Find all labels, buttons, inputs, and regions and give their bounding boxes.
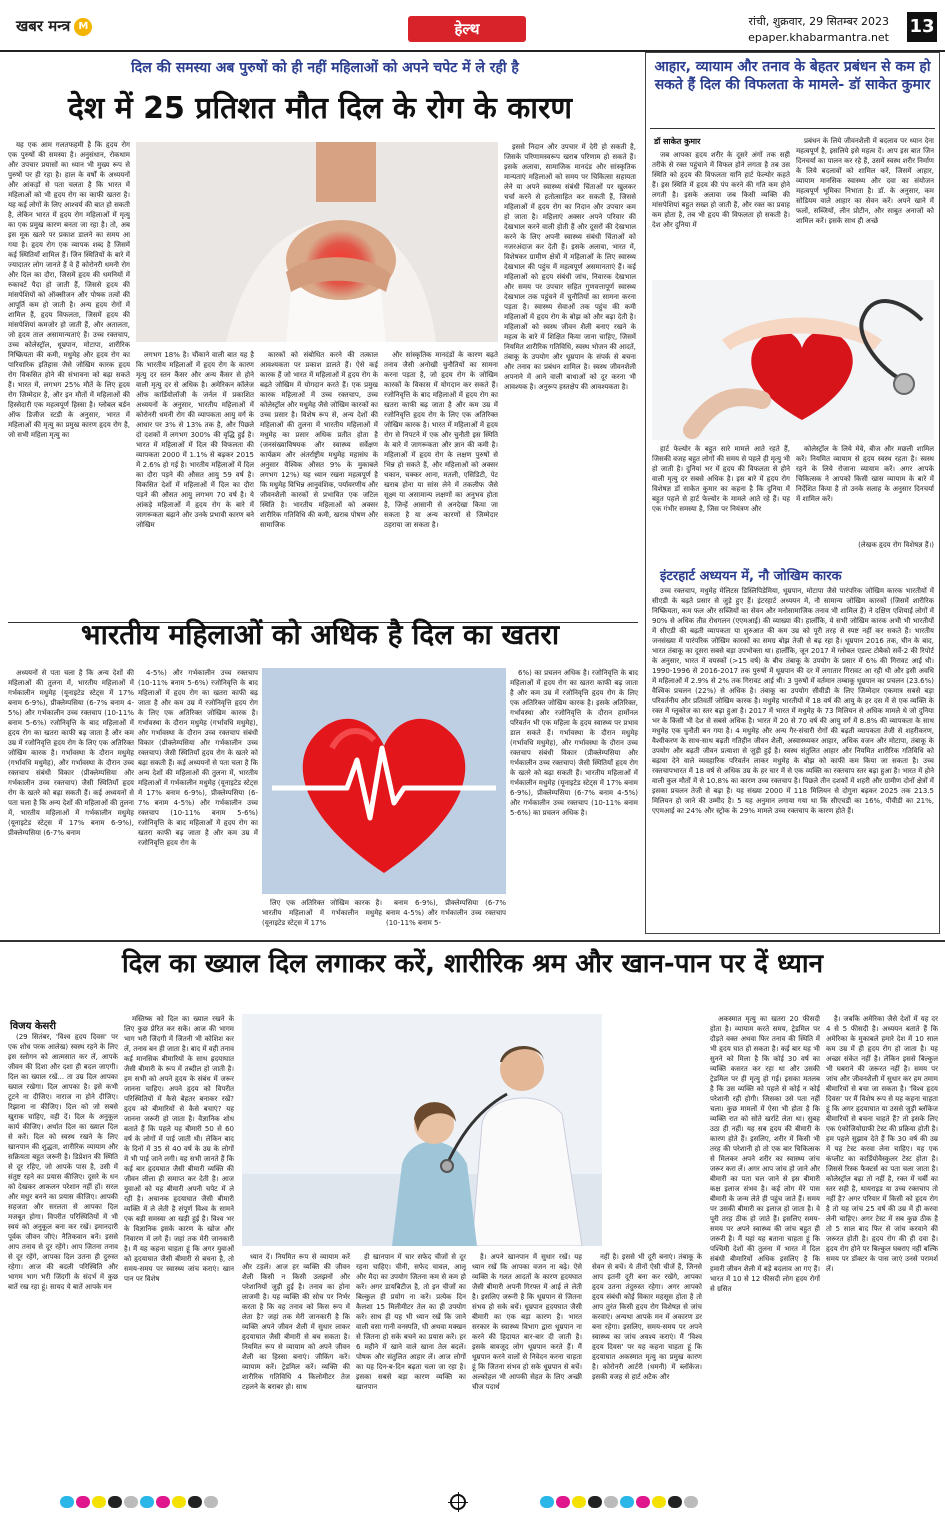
story1-headline: देश में 25 प्रतिशत मौत दिल के रोग के कारण <box>67 91 573 126</box>
story1-column <box>504 142 636 620</box>
sidebar-column <box>652 150 790 276</box>
sidebar-body <box>652 586 934 930</box>
story1-col4-text: और सांस्कृतिक मानदंडों के कारण बढ़ते तनाव जैसी अनोखी चुनौतियों का सामना करना पड़ता है, जो हृदय रोग के जोखिम कारकों के विकास में योगदान कर सकते हैं। रजोनिवृत्ति के बाद महिलाओं में हृदय रोग का खतरा काफी बढ़ जाता है और कम उम्र में रजोनिवृत्ति हृदय रोग के लिए एक अतिरिक्त जोखिम कारक है। भारत में महिलाओं में हृदय रोग से निपटने में एक और चुनौती इस स्थिति के बारे में जागरूकता और ज्ञान की कमी है। महिलाओं में हृदय रोग के लक्षण पुरुषों से भिन्न हो सकते हैं, और महिलाओं को अक्सर थकान, चक्कर आना, मतली, एसिडिटी, पेट खराब होना या सांस लेने में तकलीफ जैसे सूक्ष्म या असामान्य लक्षणों का अनुभव होता है, जिन्हें आसानी से अनदेखा किया जा सकता है या अन्य कारणों से जिम्मेदार ठहराया जा सकता है। <box>384 351 498 529</box>
story1-column <box>384 350 498 620</box>
sidebar-headline: आहार, व्यायाम और तनाव के बेहतर प्रबंधन से कम हो सकते हैं दिल की विफलता के मामले- डॉ साकेत कुमार <box>654 59 931 93</box>
story3-column <box>472 1252 582 1482</box>
story2-col1-text: अध्ययनों से पता चला है कि अन्य देशों की महिलाओं की तुलना में, भारतीय महिलाओं में गर्भकालीन मधुमेह (यूनाइटेड स्टेट्स में 17% बनाम 6-9%), प्रीक्लेम्पसिया (6-7% बनाम 4-5%) और गर्भकालीन उच्च रक्तचाप (10-11% बनाम 5-6%) रजोनिवृत्ति के बाद महिलाओं में हृदय रोग का खतरा काफी बढ़ जाता है और कम उम्र में रजोनिवृत्ति हृदय रोग के लिए एक अतिरिक्त जोखिम कारक है। गर्भावस्था के दौरान मधुमेह (गर्भावधि मधुमेह), और गर्भावस्था के दौरान उच्च रक्तचाप संबंधी विकार (प्रीक्लेम्पसिया और गर्भकालीन उच्च रक्तचाप) जैसी स्थितियाँ हृदय रोग के खतरे को बढ़ा सकती हैं। कई अध्ययनों से पता चला है कि अन्य देशों की महिलाओं की तुलना में, भारतीय महिलाओं में गर्भकालीन मधुमेह (यूनाइटेड स्टेट्स में 17% बनाम 6-9%), प्रीक्लेम्पसिया (6-7% बनाम <box>8 669 134 837</box>
story1-col5-text: इससे निदान और उपचार में देरी हो सकती है, जिसके परिणामस्वरूप खराब परिणाम हो सकते हैं। इसके अलावा, सामाजिक मानदंड और सांस्कृतिक मान्यताएं महिलाओं को समय पर चिकित्सा सहायता लेने या अपने स्वास्थ्य संबंधी चिंताओं पर खुलकर चर्चा करने से हतोत्साहित कर सकती हैं, जिससे महिलाओं में हृदय रोग का निदान और उपचार कम हो जाता है। महिलाएं अक्सर अपने परिवार की देखभाल करने वाली होती हैं और दूसरों की देखभाल करने के लिए अपनी स्वास्थ्य संबंधी चिंताओं को नजरअंदाज कर देती हैं। इसके अलावा, भारत में, विशेषकर ग्रामीण क्षेत्रों में महिलाओं के लिए स्वास्थ्य देखभाल की पहुंच में महत्वपूर्ण असमानताएं हैं। कई महिलाओं को हृदय संबंधी जांच, निवारक देखभाल और समय पर उपचार सहित गुणवत्तापूर्ण स्वास्थ्य देखभाल तक पहुंचने में चुनौतियों का सामना करना पड़ता है। स्वास्थ्य सेवाओं तक पहुंच की कमी महिलाओं में हृदय रोग के बोझ को और बढ़ा देती है। महिलाओं को स्वस्थ जीवन शैली बनाए रखने के महत्व के बारे में शिक्षित किया जाना चाहिए, जिसमें नियमित शारीरिक गतिविधि, स्वस्थ भोजन की आदतें, तंबाकू के उपयोग और धूम्रपान के संपर्क से बचना और तनाव का प्रबंधन शामिल है। स्वस्थ जीवनशैली अपनाने में आने वाली बाधाओं को दूर करना भी आवश्यक है। अनुरूप हस्तक्षेप की आवश्यकता है। <box>504 143 636 391</box>
chest-pain-photo <box>136 142 498 342</box>
sidebar-col1-text: जब आपका हृदय शरीर के दूसरे अंगों तक सही तरीके से रक्त पहुंचाने में विफल होने लगता है तब उस स्थिति को हृदय की विफलता यानि हार्ट फेल्योर कहते हैं। इस स्थिति में हृदय की पंप करने की गति कम होने लगती है। इसके अलावा जब किसी व्यक्ति की मांसपेशियां बहुत सख्त हो जाती हैं, और रक्त का प्रवाह कम होता है, तब भी हृदय की विफलता हो सकती है। देश और दुनिया में <box>652 151 790 229</box>
story2-column <box>510 668 638 930</box>
registration-mark-icon <box>450 1494 466 1510</box>
divider <box>650 128 935 129</box>
story2-column <box>262 898 382 930</box>
story1-col1-text: यह एक आम गलतफहमी है कि हृदय रोग एक पुरुषों की समस्या है। अनुसंधान, रोकथाम और उपचार प्रयासों का ध्यान भी मुख्य रूप से पुरुषों पर ही रहा है। हाल के वर्षों के अध्ययनों और आंकड़ों से पता चलता है कि भारत में महिलाओं को भी हृदय रोग का काफी खतरा है। यह कई लोगों के लिए आश्चर्य की बात हो सकती है, लेकिन भारत में हृदय रोग महिलाओं में मृत्यु का एक प्रमुख कारण बनता जा रहा है। तो, अब इस मूक खतरे पर प्रकाश डालने का समय आ गया है। हृदय रोग एक व्यापक शब्द है जिसमें कई स्थितियाँ शामिल हैं। जिन स्थितियों के बारे में ज्यादातर लोग जानते हैं वे हैं कोरोनरी धमनी रोग और दिल का दौरा, जिसमें हृदय की धमनियों में रुकावटें पैदा हो जाती हैं, जिससे हृदय की मांसपेशियों को ऑक्सीजन और पोषक तत्वों की आपूर्ति कम हो जाती है। अन्य हृदय रोगों में शामिल हैं, हृदय विफलता, जिसमें हृदय की मांसपेशियां कमजोर हो जाती हैं, और अतालता, जो हृदय ताल असामान्यताएं हैं। उच्च रक्तचाप, उच्च कोलेस्ट्रॉल, धूम्रपान, मोटापा, शारीरिक निष्क्रियता की कमी, मधुमेह और हृदय रोग का पारिवारिक इतिहास जैसे जोखिम कारक हृदय रोग विकसित होने की संभावना को बढ़ा सकते हैं। भारत में, लगभग 25% मौतें के लिए हृदय रोग जिम्मेदार है, और इन मौतों में महिलाओं की हिस्सेदारी एक महत्वपूर्ण हिस्सा है। ग्लोबल बर्डन ऑफ डिजीज स्टडी के अनुसार, भारत में महिलाओं की मृत्यु का प्रमुख कारण हृदय रोग है, जो सभी महिला मृत्यु का <box>8 141 130 439</box>
story3-col5-text: है। अपने खानपान में सुधार रखें। यह ध्यान रखें कि आपका वजन ना बढ़े। ऐसे व्यक्ति के गलत आदतों के कारण हृदयघात जैसी बीमारी अपनी गिरफ्त में आई ले लेती है। इसलिए जरूरी है कि धूम्रपान से जितना संभव हो सके बचें। धूम्रपान हृदयघात जैसी बीमारी का एक बड़ा कारण है। भारत सरकार के स्वास्थ्य विभाग द्वारा धूम्रपान ना करने की हिदायत बार-बार दी जाती है। इसके बावजूद लोग धूम्रपान करते हैं। मैं धूम्रपान करने वालों से निवेदन करना चाहता हूं कि जितना संभव हो सके धूम्रपान से बचें। अल्कोहल भी आपकी सेहत के लिए अच्छी चीज पदार्थ <box>472 1253 582 1391</box>
masthead <box>0 0 945 52</box>
story1-column <box>260 350 378 620</box>
story1-column <box>8 140 130 620</box>
story2-col5-text: 6%) का प्रचलन अधिक है। रजोनिवृत्ति के बाद महिलाओं में हृदय रोग का खतरा काफी बढ़ जाता है और कम उम्र में रजोनिवृत्ति हृदय रोग के लिए एक अतिरिक्त जोखिम कारक है। इसके अतिरिक्त, गर्भावस्था और रजोनिवृत्ति के दौरान हार्मोनल परिवर्तन भी एक महिला के हृदय स्वास्थ्य पर प्रभाव डाल सकते हैं। गर्भावस्था के दौरान मधुमेह (गर्भावधि मधुमेह), और गर्भावस्था के दौरान उच्च रक्तचाप संबंधी विकार (प्रीक्लेम्पसिया और गर्भकालीन उच्च रक्तचाप) जैसी स्थितियाँ हृदय रोग के खतरे को बढ़ा सकती हैं। भारतीय महिलाओं में गर्भकालीन मधुमेह (यूनाइटेड स्टेट्स में 17% बनाम 6-9%), प्रीक्लेम्पसिया (6-7% बनाम 4-5%) और गर्भकालीन उच्च रक्तचाप (10-11% बनाम 5-6%) का प्रचलन अधिक है। <box>510 669 638 817</box>
story3-column <box>124 1014 234 1482</box>
logo-mark-icon: M <box>74 18 92 36</box>
color-bar-right <box>540 1496 698 1508</box>
story2-column <box>138 668 258 930</box>
logo: खबर मन्त्र M <box>16 16 92 36</box>
story3-col2-text: मस्तिष्क को दिल का ख्याल रखने के लिए कुछ प्रेरित कर सकें। आज की भागम भाग भरी जिंदगी में जितनी भी कोशिश कर लें, तनाव बन ही जाता है। बाद में वही तनाव कई मानसिक बीमारियों के साथ ह्रदयाघात जैसी बीमारी के रूप में तब्दील हो जाती है। हम सभी को अपने हृदय के संबंध में जरूर जानना चाहिए। अपने हृदय को विपरीत परिस्थितियों में कैसे बेहतर बनाकर रखें? हृदय को बीमारियों से कैसे बचाएं? यह जानना जरूरी हो जाता है। वैज्ञानिक शोध बताते हैं कि पहले यह बीमारी 50 से 60 वर्ष के लोगों में पाई जाती थी। लेकिन बाद के दिनों में 35 से 40 वर्ष के उम्र के लोगों में भी पाई जाने लगी। यह सभी जानते हैं कि कई बार हृदयघात जैसी बीमारी व्यक्ति की जीवन लीला ही समाप्त कर देती है। आज युवाओं को यह बीमारी अपनी चपेट में ले रही है। अचानक हृदयाघात जैसी बीमारी व्यक्ति में ले लेती है संपूर्ण विश्व के सामने एक बड़ी समस्या आ खड़ी हुई है। विश्व भर के विज्ञानिक इसके कारण के खोज और निवारण में लगे हैं। जहां तक मेरी जानकारी है। मैं यह कहना चाहता हूं कि अगर युवाओं को हृदयाघात जैसी बीमारी से बचना है, तो समय-समय पर स्वास्थ्य जांच कराएं। खान पान पर विशेष <box>124 1015 234 1283</box>
story2-col4-text: बनाम 6-9%), प्रीक्लेम्पसिया (6-7% बनाम 4-5%) और गर्भकालीन उच्च रक्तचाप (10-11% बनाम 5- <box>386 899 506 927</box>
story2-col3-text: लिए एक अतिरिक्त जोखिम कारक है। भारतीय महिलाओं में गर्भकालीन मधुमेह (यूनाइटेड स्टेट्स में 17% <box>262 899 382 927</box>
sidebar-credit-text: (लेखक हृदय रोग विशेषज्ञ हैं।) <box>858 541 934 549</box>
story2-col2-text: 4-5%) और गर्भकालीन उच्च रक्तचाप (10-11% बनाम 5-6%) रजोनिवृत्ति के बाद महिलाओं में हृदय रोग का खतरा काफी बढ़ जाता है और कम उम्र में रजोनिवृत्ति हृदय रोग के लिए एक अतिरिक्त जोखिम कारक है। गर्भावस्था के दौरान मधुमेह (गर्भावधि मधुमेह), और गर्भावस्था के दौरान उच्च रक्तचाप संबंधी विकार (प्रीक्लेम्पसिया और गर्भकालीन उच्च रक्तचाप) जैसी स्थितियाँ हृदय रोग के खतरे को बढ़ा सकती हैं। कई अध्ययनों से पता चला है कि अन्य देशों की महिलाओं की तुलना में, भारतीय महिलाओं में गर्भकालीन मधुमेह (यूनाइटेड स्टेट्स में 17% बनाम 6-9%), प्रीक्लेम्पसिया (6-7% बनाम 4-5%) और गर्भकालीन उच्च रक्तचाप (10-11% बनाम 5-6%) रजोनिवृत्ति के बाद महिलाओं में हृदय रोग का खतरा काफी बढ़ जाता है और कम उम्र में रजोनिवृत्ति हृदय रोग के <box>138 669 258 847</box>
story3-col1-text: (29 सितंबर, 'विश्व हृदय दिवस' पर एक शोध परक आलेख) स्वस्थ रहने के लिए इस स्लोगन को आत्मसात कर लें, आपके जीवन की दिशा और दशा ही बदल जाएगी। दिल का ख्याल रखें... ता उम्र दिल आपका ख्याल रखेगा। दिल आपका है। इसे कभी टूटने ना दीजिए। नाराज ना होने दीजिए। रिझाना ना कीजिए। दिल को जो सबसे खुराक चाहिए, वही दें। दिल के अनुकूल कार्य कीजिए। अर्थात दिल का ख्याल दिल से करें। दिल को स्वस्थ रखने के लिए खानपान की शुद्धता, शारीरिक व्यायाम और सक्रियता बहुत जरूरी है। डिप्रेशन की स्थिति से दूर रहिए, जो आपके पास है, उसी में संतुष्ट रहने का प्रयास कीजिए। दूसरे के धन को देखकर आकलन परेशान नहीं हों। सरल और मधुर बनने का प्रयास कीजिए। आपकी सहजता और सरलता से आपका दिल मजबूत होगा। विपरीत परिस्थितियों में भी स्वयं को अनुकूल बना कर रखें। इमानदारी पूर्वक जीवन जीएं। नैतिकवान बनें। इससे आप तनाव से दूर रहेंगे। आप जितना तनाव से दूर रहेंगे, आपका दिल उतना ही दुरुस्त रहेगा। आज की बदली परिस्थिति और भागम भाग भरी जिंदगी के संदर्भ में कुछ बातें रख रहा हूं। सायद ये बातें आपके मन <box>8 1033 118 1291</box>
sidebar-subheading: इंटरहार्ट अध्ययन में, नौ जोखिम कारक <box>660 569 842 584</box>
story3-column <box>826 1014 938 1482</box>
story2-headline: भारतीय महिलाओं को अधिक है दिल का खतरा <box>80 618 560 651</box>
sidebar-credit <box>796 540 934 554</box>
epaper-link[interactable]: epaper.khabarmantra.net <box>748 31 889 44</box>
story1-col3-text: कारकों को संबोधित करने की तत्काल आवश्यकता पर प्रकाश डालते हैं। ऐसे कई कारक हैं जो भारत में महिलाओं में हृदय रोग के बढ़ते जोखिम में योगदान करते हैं। एक प्रमुख कारक महिलाओं में उच्च रक्तचाप, उच्च कोलेस्ट्रॉल और मधुमेह जैसे जोखिम कारकों का उच्च प्रसार है। विशेष रूप से, अन्य देशों की महिलाओं की तुलना में भारतीय महिलाओं में मधुमेह का प्रसार अधिक प्रतीत होता है (जनसंख्याविषयक और स्वास्थ्य सर्वेक्षण कार्यक्रम और अंतर्राष्ट्रीय मधुमेह महासंघ के अनुसार वैश्विक औसत 9% के मुकाबले लगभग 12%) यह ध्यान रखना महत्वपूर्ण है कि मधुमेह विभिन्न आनुवंशिक, पर्यावरणीय और जीवनशैली कारकों से प्रभावित एक जटिल स्थिति है। भारतीय महिलाओं को अक्सर शारीरिक गतिविधि की कमी, खराब पोषण और सामाजिक <box>260 351 378 529</box>
story3-col4-text: ही खानपान में चार सफेद चीजों से दूर रहना चाहिए। चीनी, सफेद चावल, आलू और मैदा का उपयोग जितना कम से कम हो करें। अगर डायबिटीज है, तो इन चीजों का बिल्कुल ही प्रयोग ना करें। प्रत्येक दिन कैलशा 15 मिलीमीटर तेल का ही उपयोग करें। साथ ही यह भी ध्यान रखें कि जाने वाली वसा गानी वनस्पति, घी अथवा मक्खन से जितना हो सके बचने का प्रयास करें। हर 6 महीने में खाने वाले खाना तेल बदलें। पोषक और संतुलित आहार लें। आज लोगों का यह दिन-ब-दिन बढ़ता चला जा रहा है। इसका सबसे बड़ा कारण व्यक्ति का खानपान <box>356 1253 466 1391</box>
story2-column <box>8 668 134 930</box>
sidebar-col3-text: हार्ट फेल्योर के बहुत सारे मामले आते रहते हैं, जिसकी वजह बहुत लोगों की समय से पहले ही मृत्यु भी हो जाती है। दुनियां भर में हृदय की विफलता से होने वाली मृत्यु दर सबसे अधिक है। इस बारे में हृदय रोग विशेषज्ञ डॉ साकेत कुमार का कहना है कि दुनिया में बहुत पहले से हार्ट फेल्योर के मामले आते रहे हैं। यह एक गंभीर समस्या है, जिस पर नियंत्रण और <box>652 445 790 513</box>
story3-column <box>592 1252 702 1482</box>
story3-column <box>356 1252 466 1482</box>
story1-strap: दिल की समस्या अब पुरुषों को ही नहीं महिलाओं को अपने चपेट में ले रही है <box>131 60 519 76</box>
heart-hands-stethoscope-photo <box>652 280 934 440</box>
color-bar-left <box>60 1496 218 1508</box>
sidebar-col2-text: प्रबंधन के लिये जीवनशैली में बदलाव पर ध्यान देना महत्वपूर्ण है, इसलिये इसे महत्व दें। आप इस बात जिन दिनचर्या का पालन कर रहे हैं, उसमें स्वस्थ शरीर निर्माण के लिये बदलावों को शामिल करें, जिसमें आहार, व्यायाम मानसिक स्वास्थ्य और दवा का संयोजन महत्वपूर्ण भूमिका निभाता है। डॉ. के अनुसार, कम सोडियम वाले आहार का सेवन करें। अपने खाने में फलों, सब्जियों, लीन प्रोटीन, और साबुत अनाजों को शामिल करें। इसके साथ ही अच्छे <box>796 137 934 225</box>
page-number: 13 <box>907 12 937 42</box>
story1-column <box>136 350 254 620</box>
sidebar-column <box>796 444 934 540</box>
story1-col2-text: लगभग 18% है। चौंकाने वाली बात यह है कि भारतीय महिलाओं में हृदय रोग के कारण मृत्यु दर स्तन कैंसर और अन्य कैंसर से होने वाली मृत्यु दर से अधिक है। अमेरिकन कॉलेज ऑफ कार्डियोलॉजी के जर्नल में प्रकाशित अध्ययनों के अनुसार, भारतीय महिलाओं में कोरोनरी धमनी रोग की व्यापकता आयु वर्ग के आधार पर 3% से 13% तक है, और पिछले दो दशकों में लगभग 300% की वृद्धि हुई है। भारत में महिलाओं में दिल की विफलता की व्यापकता 2000 में 1.1% से बढ़कर 2015 में 2.6% हो गई है। भारतीय महिलाओं में दिल का दौरा पड़ने की औसत आयु 59 वर्ष है। विकसित देशों में महिलाओं में दिल का दौरा पड़ने की औसत आयु लगभग 70 वर्ष है। ये आंकड़े महिलाओं में हृदय रोग के बारे में जागरूकता बढ़ाने और उनके प्रभावी कारण बने जोखिम <box>136 351 254 529</box>
sidebar-col4-text: कोलेस्ट्रॉल के लिये मेवे, बीज और मछली शामिल करें। नियमित व्यायाम से हृदय स्वस्थ रहता है। स्वस्थ रहने के लिये रोजाना व्यायाम करें। अगर आपके चिकित्सक ने आपको किसी खास व्यायाम के बारे में निर्देशित किया है तो उनके सलाह के अनुसार दिनचर्या में शामिल करें। <box>796 445 934 503</box>
story3-byline: विजय केसरी <box>10 1021 56 1032</box>
story3-headline: दिल का ख्याल दिल लगाकर करें, शारीरिक श्रम और खान-पान पर दें ध्यान <box>121 949 824 979</box>
date: रांची, शुक्रवार, 29 सितम्बर 2023 <box>748 15 889 28</box>
divider <box>0 940 945 942</box>
sidebar-byline: डॉ साकेत कुमार <box>654 137 701 146</box>
story3-column <box>8 1032 118 1482</box>
section-tag: हेल्थ <box>408 16 526 42</box>
story3-col3-text: ध्यान दें। नियमित रूप से व्यायाम करें और टहलें। आज हर व्यक्ति की जीवन शैली किसी न किसी उलझनों और परेशानियों जुड़ी हुई है। तनाव का होना लाजमी है। यह व्यक्ति की सोच पर निर्भर करता है कि वह तनाव को किस रूप में लेता है? जहां तक मेरी जानकारी है कि व्यक्ति अपने जीवन शैली में सुधार लाकर हृदयाघात जैसी बीमारी से बच सकता है। नियमित रूप से व्यायाम को अपने जीवन शैली का हिस्सा बनाएं। जीकिंग करें। व्यायाम करें। ट्रेडमिल करें। व्यक्ति की शारीरिक गतिविधि 4 किलोमीटर तेज टहलने के बराबर हो। साथ <box>242 1253 350 1391</box>
sidebar-body-text: उच्च रक्तचाप, मधुमेह मेलिटस डिस्लिपिडेमिया, धूम्रपान, मोटापा जैसे पारंपरिक जोखिम कारक भारतीयों में सीएडी के बढ़ते प्रसार से जुड़े हुए हैं। इंटरहार्ट अध्ययन में, नौ सामान्य जोखिम कारकों (जिसमें शारीरिक निष्क्रियता, कम फल और सब्जियों का सेवन और मनोसामाजिक तनाव भी शामिल हैं) ने दक्षिण एशियाई लोगों में 90% से अधिक तीव्र रोधगलन (एएमआई) की व्याख्या की। हालाँकि, ये सभी जोखिम कारक अभी भी भारतीयों में सीएडी की बढ़ती व्यापकता या शुरुआत की कम उम्र को पूरी तरह से स्पष्ट नहीं कर सकते हैं। भारतीय जनसंख्या में पारंपरिक जोखिम कारकों का समग्र बोझ तेजी से बढ़ रहा है। धूम्रपान 2016 तक, चीन के बाद, भारत तंबाकू का दूसरा सबसे बड़ा उपभोक्ता था। हालाँकि, जून 2017 में ग्लोबल एडल्ट टोबैको सर्वे-2 की रिपोर्ट के अनुसार, भारत में वयस्कों (>15 वर्ष) के बीच तंबाकू के उपयोग के प्रसार में 6% की गिरावट आई थी। 1990-1996 से 2016-2017 तक पुरुषों में धूम्रपान की दर में लगातार गिरावट आ रही थी और इसी अवधि में महिलाओं में 2.9% से 2% तक गिरावट आई थी। 3 पुरुषों में वर्तमान तम्बाकू धूम्रपान का प्रचलन (23.6%) वैश्विक प्रचलन (22%) से अधिक है। तंबाकू का उपयोग सीवीडी के लिए जिम्मेदार एकमात्र सबसे बड़ा परिवर्तनीय और प्रतिवर्ती जोखिम कारक है। मधुमेह भारतीयों में 18 वर्ष की आयु के हर दस में से एक व्यक्ति के रक्त में ग्लूकोज का स्तर बढ़ा हुआ है। 2017 में भारत में मधुमेह के 73 मिलियन से अधिक मामले थे जो दुनिया भर के किसी भी देश से सबसे अधिक है। भारत में 20 से 70 वर्ष की आयु वर्ग में 8.8% की व्यापकता के साथ मधुमेह एक चुनौती बन गया है। 4 मधुमेह और अन्य गैर-संचारी रोगों की बढ़ती व्यापकता तेजी से शहरीकरण, वैश्वीकरण के साथ-साथ बढ़ती गतिहीन जीवन शैली, अस्वास्थ्यकर आहार, अधिक वजन और मोटापा, तंबाकू के उपयोग और बढ़ती जीवन प्रत्याशा से जुड़ी हुई है। स्वस्थ संतुलित आहार और नियमित शारीरिक गतिविधि को बढ़ावा देने वाले व्यवहारिक परिवर्तन लाकर मधुमेह के बोझ को काफी कम किया जा सकता है। उच्च रक्तचापभारत में 18 वर्ष से अधिक उम्र के हर चार में से एक व्यक्ति का रक्तचाप स्तर बढ़ा हुआ है। भारत में होने वाली कुल मौतों में से 10.8% का कारण उच्च रक्तचाप है। पिछले तीन दशकों में शहरी और ग्रामीण दोनों क्षेत्रों में इसका प्रचलन तेजी से बढ़ा है। यह संख्या 2000 में 118 मिलियन से दोगुना बढ़कर 2025 तक 213.5 मिलियन हो जाने की उम्मीद है। 5 यह अनुमान लगाया गया था कि सीएचडी का 16%, पीवीडी का 21%, एएमआई का 24% और स्ट्रोक के 29% मामले उच्च रक्तचाप के कारण होते हैं। <box>652 587 934 815</box>
story3-col6-text: नहीं है। इससे भी दूरी बनाएं। तंबाकू के सेवन से बचें। ये तीनों ऐसी चीजें हैं, जिनसे आप इतनी दूरी बना कर रखेंगे, आपका हृदय उतना तंदुरुस्त रहेगा। अगर आपको हृदय संबंधी कोई विकार महसूस होता है तो आप तुरंत किसी हृदय रोग विशेषज्ञ से जांच करवाएं। अन्यथा आपके मन में अकारण डर बना रहेगा। इसलिए, समय-समय पर अपने स्वास्थ्य का जांच अवश्य कराएं। मैं 'विश्व हृदय दिवस' पर यह कहना चाहता हूं कि हृदयाघात अकस्मात मृत्यु का प्रमुख कारण है। कोरोनरी आर्टरी (धमनी) में ब्लॉकेज। इसकी वजह से हार्ट अटैक और <box>592 1253 702 1381</box>
story3-column <box>242 1252 350 1482</box>
story3-col7-text: अकस्मात मृत्यु का खतरा 20 फीसदी होता है। व्यायाम करते समय, ट्रेडमिल पर दौड़ते वक्त अथवा फिर तनाव की स्थिति में भी हृदय घात हो सकता है। कई बार यह भी सुनने को मिला है कि कोई 30 वर्ष का व्यक्ति कसरत कर रहा था और उसकी ट्रेडमिल पर ही मृत्यु हो गई। इसका मतलब है कि उस व्यक्ति को पहले से कोई न कोई परेशानी रही होगी। जिसका उसे पता नहीं चला। कुछ मामलों में ऐसा भी होता है कि व्यक्ति रात को सोते खर्राटे लेता था। सुबह उठा ही नहीं। यह सब हृदय की बीमारी के कारण होते हैं। इसलिए, शरीर में किसी भी तरह की परेशानी हो तो एक बार चिकित्सक से मिलकर अपने शरीर का स्वास्थ्य जांच जरूर करा लें। अगर आप जांच हो जाने और बीमारी का पता चल जाने से इस बीमारी कक्ष इलाज संभव है। कई लोग मेरे पास बीमारी के जन्म लेते ही पहुंच जाते हैं। समय पर उसकी बीमारी का इलाज हो जाता है। वे पूरी तरह ठीक हो जाते हैं। इसलिए समय-समय पर अपने स्वास्थ्य की जांच बहुत ही जरूरी है। मैं यहां यह बताना चाहता हूं कि पश्चिमी देशों की तुलना में भारत में दिल संबंधी बीमारियों अधिक इसलिए है कि हमारी जीवन शैली में बड़े बदलाव आ गए हैं। भारत में 10 से 12 फीसदी लोग हृदय रोगों से ग्रसित <box>710 1015 820 1293</box>
story3-col8-text: है। जबकि अमेरिका जैसे देशों में यह दर 4 से 5 फीसदी है। अध्ययन बताते हैं कि अमेरिका के मुकाबले हमारे देश में 10 साल कम उम्र में ही हृदय रोग हो जाता है। यह अच्छा संकेत नहीं है। लेकिन इससे बिल्कुल भी घबराने की जरूरत नहीं है। समय पर जांच और जीवनशैली में सुधार कर हम तमाम बीमारियों से बचा जा सकता है। 'विश्व हृदय दिवस' पर मैं विशेष रूप से यह कहना चाहता हूं कि अगर हृदयाघात या उससे जुड़ी ब्लॉकेज बीमारियों से बचना चाहते हैं? तो इसके लिए एक एंकोजियोग्राफी टेस्ट की प्रक्रिया होती है। हम पहले सुझाव देते हैं कि 30 वर्ष की उम्र में यह टेस्ट करवा लेना चाहिए। यह एक कंप्लीट का कार्डियोवैस्कुलर टेस्ट होता है। जिससे रिस्क फैक्टर्स का पता चला जाता है। कोलेस्ट्रॉल बढ़ा तो नहीं है, रक्त में चर्बी का स्तर सही है, थायराइड या उच्च रक्तचाप तो नहीं है? अगर परिवार में किसी को हृदय रोग है तो यह जांच 25 वर्ष की उम्र में ही करवा लेनी चाहिए। अगर टेस्ट में सब कुछ ठीक है तो 5 साल बाद फिर से जांच करवाने की जरूरत होती है। हृदय रोग की ही दवा है। हृदय रोग होने पर बिल्कुल घबराए नहीं बल्कि समय पर डॉक्टर के पास जाएं उनसे परामर्श लें। <box>826 1015 938 1273</box>
sidebar-column <box>796 136 934 276</box>
sidebar-column <box>652 444 790 560</box>
heart-ecg-photo <box>262 668 506 894</box>
dateline <box>748 14 889 46</box>
story2-column <box>386 898 506 930</box>
doctor-patient-photo <box>242 1014 602 1246</box>
story3-column <box>710 1014 820 1482</box>
